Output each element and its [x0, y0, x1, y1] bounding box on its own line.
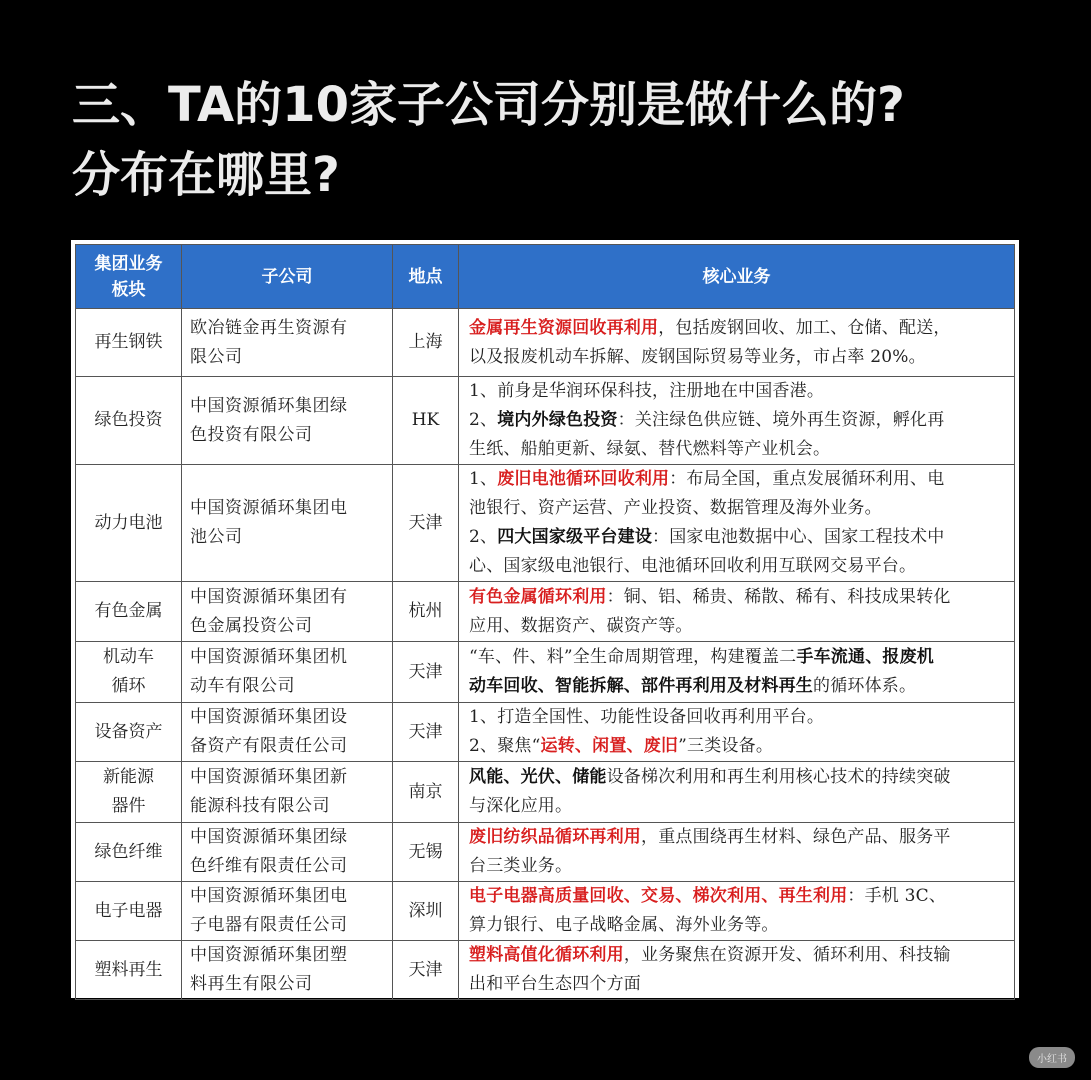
location-cell: 南京: [393, 762, 459, 823]
subsidiary-cell: 中国资源循环集团有 色金属投资公司: [182, 582, 393, 642]
location-cell: 深圳: [393, 882, 459, 941]
location-cell: 天津: [393, 465, 459, 582]
subsidiary-cell: 中国资源循环集团绿 色纤维有限责任公司: [182, 823, 393, 882]
segment-cell: 新能源 器件: [76, 762, 182, 823]
table-header-row: [76, 245, 1015, 309]
subsidiary-cell: 中国资源循环集团设 备资产有限责任公司: [182, 703, 393, 762]
table-row: [76, 941, 1015, 1000]
location-cell: 上海: [393, 309, 459, 377]
segment-cell: 有色金属: [76, 582, 182, 642]
core-business-cell: 金属再生资源回收再利用，包括废钢回收、加工、仓储、配送， 以及报废机动车拆解、废钢国际贸易等业务，市占率 20%。: [459, 309, 1015, 377]
table-row: [76, 703, 1015, 762]
core-business-cell: “车、件、料”全生命周期管理，构建覆盖二手车流通、报废机 动车回收、智能拆解、部件再利用及材料再生的循环体系。: [459, 642, 1015, 703]
subsidiary-cell: 中国资源循环集团机 动车有限公司: [182, 642, 393, 703]
subsidiary-cell: 中国资源循环集团新 能源科技有限公司: [182, 762, 393, 823]
location-cell: 天津: [393, 703, 459, 762]
header-segment: 集团业务 板块: [76, 245, 182, 309]
location-cell: 杭州: [393, 582, 459, 642]
table-row: [76, 642, 1015, 703]
table-row: [76, 465, 1015, 582]
segment-cell: 绿色投资: [76, 377, 182, 465]
core-business-cell: 风能、光伏、储能设备梯次利用和再生利用核心技术的持续突破 与深化应用。: [459, 762, 1015, 823]
core-business-cell: 1、废旧电池循环回收利用：布局全国，重点发展循环利用、电 池银行、资产运营、产业投资、数据管理及海外业务。 2、四大国家级平台建设：国家电池数据中心、国家工程技术中 心、国家级电池银行、电池循环回收利用互联网交易平台。: [459, 465, 1015, 582]
core-business-cell: 1、前身是华润环保科技，注册地在中国香港。 2、境内外绿色投资：关注绿色供应链、境外再生资源，孵化再 生纸、船舶更新、绿氨、替代燃料等产业机会。: [459, 377, 1015, 465]
header-subsidiary: 子公司: [182, 245, 393, 309]
subsidiary-table-frame: [71, 240, 1019, 998]
table-row: [76, 882, 1015, 941]
segment-cell: 动力电池: [76, 465, 182, 582]
location-cell: 无锡: [393, 823, 459, 882]
table-row: [76, 309, 1015, 377]
segment-cell: 设备资产: [76, 703, 182, 762]
segment-cell: 塑料再生: [76, 941, 182, 1000]
core-business-cell: 塑料高值化循环利用，业务聚焦在资源开发、循环利用、科技输 出和平台生态四个方面: [459, 941, 1015, 1000]
location-cell: HK: [393, 377, 459, 465]
core-business-cell: 有色金属循环利用：铜、铝、稀贵、稀散、稀有、科技成果转化 应用、数据资产、碳资产等。: [459, 582, 1015, 642]
page-title: [72, 70, 1032, 210]
table-row: [76, 377, 1015, 465]
header-core-business: 核心业务: [459, 245, 1015, 309]
subsidiary-cell: 中国资源循环集团电 子电器有限责任公司: [182, 882, 393, 941]
page-title-line-1: 三、TA的10家子公司分别是做什么的?: [72, 77, 905, 133]
header-location: 地点: [393, 245, 459, 309]
subsidiary-cell: 中国资源循环集团塑 料再生有限公司: [182, 941, 393, 1000]
table-row: [76, 582, 1015, 642]
subsidiary-table: [75, 244, 1015, 1000]
segment-cell: 机动车 循环: [76, 642, 182, 703]
page-title-line-2: 分布在哪里?: [72, 147, 340, 203]
segment-cell: 电子电器: [76, 882, 182, 941]
location-cell: 天津: [393, 941, 459, 1000]
core-business-cell: 废旧纺织品循环再利用，重点围绕再生材料、绿色产品、服务平 台三类业务。: [459, 823, 1015, 882]
watermark-badge: 小红书: [1029, 1047, 1075, 1068]
subsidiary-cell: 欧冶链金再生资源有 限公司: [182, 309, 393, 377]
table-row: [76, 823, 1015, 882]
subsidiary-cell: 中国资源循环集团电 池公司: [182, 465, 393, 582]
table-row: [76, 762, 1015, 823]
location-cell: 天津: [393, 642, 459, 703]
segment-cell: 再生钢铁: [76, 309, 182, 377]
segment-cell: 绿色纤维: [76, 823, 182, 882]
subsidiary-cell: 中国资源循环集团绿 色投资有限公司: [182, 377, 393, 465]
core-business-cell: 电子电器高质量回收、交易、梯次利用、再生利用：手机 3C、 算力银行、电子战略金属、海外业务等。: [459, 882, 1015, 941]
core-business-cell: 1、打造全国性、功能性设备回收再利用平台。 2、聚焦“运转、闲置、废旧”三类设备。: [459, 703, 1015, 762]
